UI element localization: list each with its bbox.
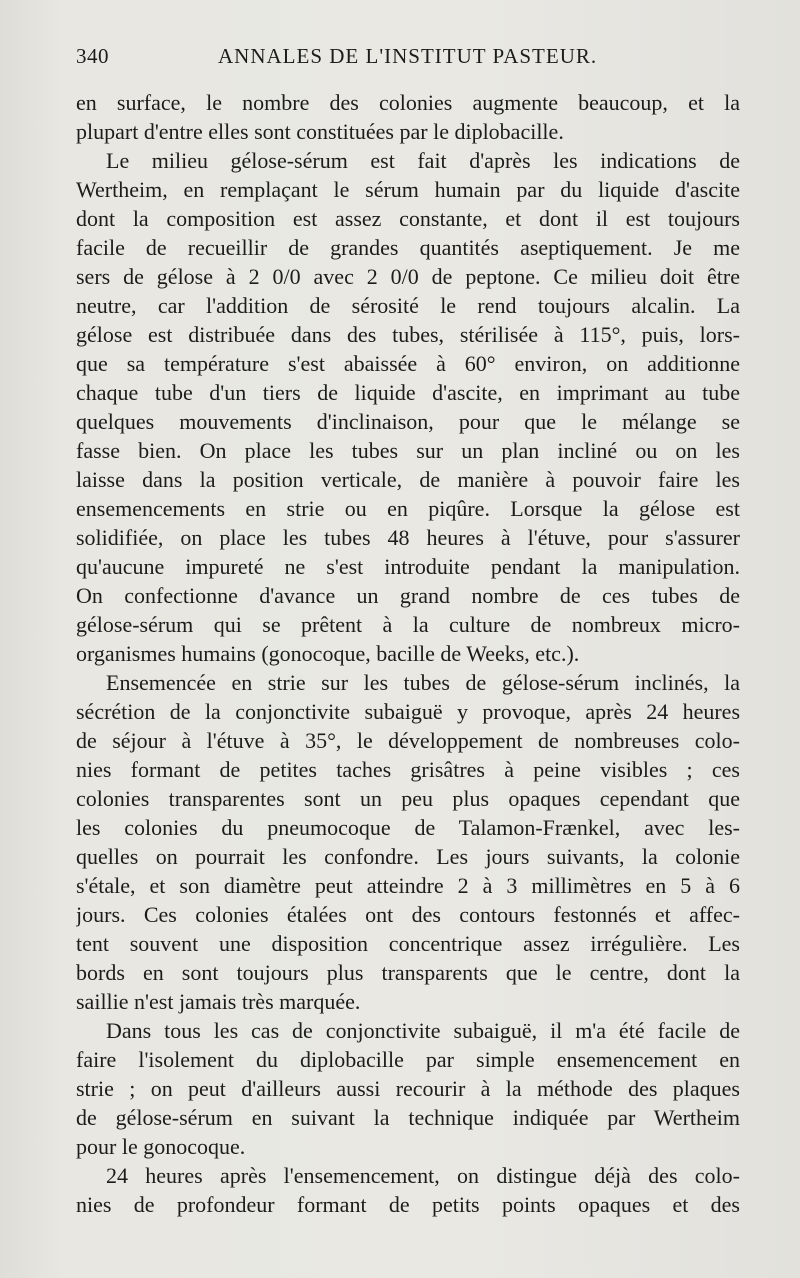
text-line: gélose est distribuée dans des tubes, stérilisée à 115°, puis, lors- <box>76 322 740 347</box>
body-text <box>76 88 740 1219</box>
text-line: facile de recueillir de grandes quantités aseptiquement. Je me <box>76 235 740 260</box>
text-line: laisse dans la position verticale, de manière à pouvoir faire les <box>76 467 740 492</box>
text-line: 24 heures après l'ensemencement, on distingue déjà des colo- <box>106 1163 740 1188</box>
text-line: Ensemencée en strie sur les tubes de gélose-sérum inclinés, la <box>106 670 740 695</box>
text-line: les colonies du pneumocoque de Talamon-Frænkel, avec les- <box>76 815 740 840</box>
running-head: ANNALES DE L'INSTITUT PASTEUR. <box>218 44 598 68</box>
text-line: faire l'isolement du diplobacille par simple ensemencement en <box>76 1047 740 1072</box>
text-line: ensemencements en strie ou en piqûre. Lorsque la gélose est <box>76 496 740 521</box>
text-line: Dans tous les cas de conjonctivite subaiguë, il m'a été facile de <box>106 1018 740 1043</box>
text-line: organismes humains (gonocoque, bacille de Weeks, etc.). <box>76 641 580 666</box>
text-line: que sa température s'est abaissée à 60° environ, on additionne <box>76 351 740 376</box>
text-line: saillie n'est jamais très marquée. <box>76 989 361 1014</box>
text-line: bords en sont toujours plus transparents que le centre, dont la <box>76 960 740 985</box>
text-line: tent souvent une disposition concentrique assez irrégulière. Les <box>76 931 740 956</box>
text-line: nies formant de petites taches grisâtres à peine visibles ; ces <box>76 757 740 782</box>
page-header <box>76 44 740 76</box>
text-line: quelques mouvements d'inclinaison, pour que le mélange se <box>76 409 740 434</box>
text-line: On confectionne d'avance un grand nombre de ces tubes de <box>76 583 740 608</box>
text-line: gélose-sérum qui se prêtent à la culture de nombreux micro- <box>76 612 740 637</box>
text-line: chaque tube d'un tiers de liquide d'ascite, en imprimant au tube <box>76 380 740 405</box>
text-line: fasse bien. On place les tubes sur un plan incliné ou on les <box>76 438 740 463</box>
text-line: dont la composition est assez constante, et dont il est toujours <box>76 206 740 231</box>
text-line: plupart d'entre elles sont constituées par le diplobacille. <box>76 119 564 144</box>
text-line: s'étale, et son diamètre peut atteindre 2 à 3 millimètres en 5 à 6 <box>76 873 740 898</box>
text-line: Le milieu gélose-sérum est fait d'après les indications de <box>106 148 740 173</box>
text-line: de séjour à l'étuve à 35°, le développement de nombreuses colo- <box>76 728 740 753</box>
text-line: quelles on pourrait les confondre. Les jours suivants, la colonie <box>76 844 740 869</box>
text-line: sers de gélose à 2 0/0 avec 2 0/0 de peptone. Ce milieu doit être <box>76 264 740 289</box>
text-line: solidifiée, on place les tubes 48 heures à l'étuve, pour s'assurer <box>76 525 740 550</box>
text-line: neutre, car l'addition de sérosité le rend toujours alcalin. La <box>76 293 740 318</box>
text-line: en surface, le nombre des colonies augmente beaucoup, et la <box>76 90 740 115</box>
page-number: 340 <box>76 44 109 68</box>
text-line: qu'aucune impureté ne s'est introduite pendant la manipulation. <box>76 554 740 579</box>
text-line: sécrétion de la conjonctivite subaiguë y provoque, après 24 heures <box>76 699 740 724</box>
text-line: Wertheim, en remplaçant le sérum humain par du liquide d'ascite <box>76 177 740 202</box>
text-line: strie ; on peut d'ailleurs aussi recourir à la méthode des plaques <box>76 1076 740 1101</box>
text-line: nies de profondeur formant de petits points opaques et des <box>76 1192 740 1217</box>
text-line: de gélose-sérum en suivant la technique indiquée par Wertheim <box>76 1105 740 1130</box>
text-line: pour le gonocoque. <box>76 1134 246 1159</box>
text-line: colonies transparentes sont un peu plus opaques cependant que <box>76 786 740 811</box>
text-line: jours. Ces colonies étalées ont des contours festonnés et affec- <box>76 902 740 927</box>
